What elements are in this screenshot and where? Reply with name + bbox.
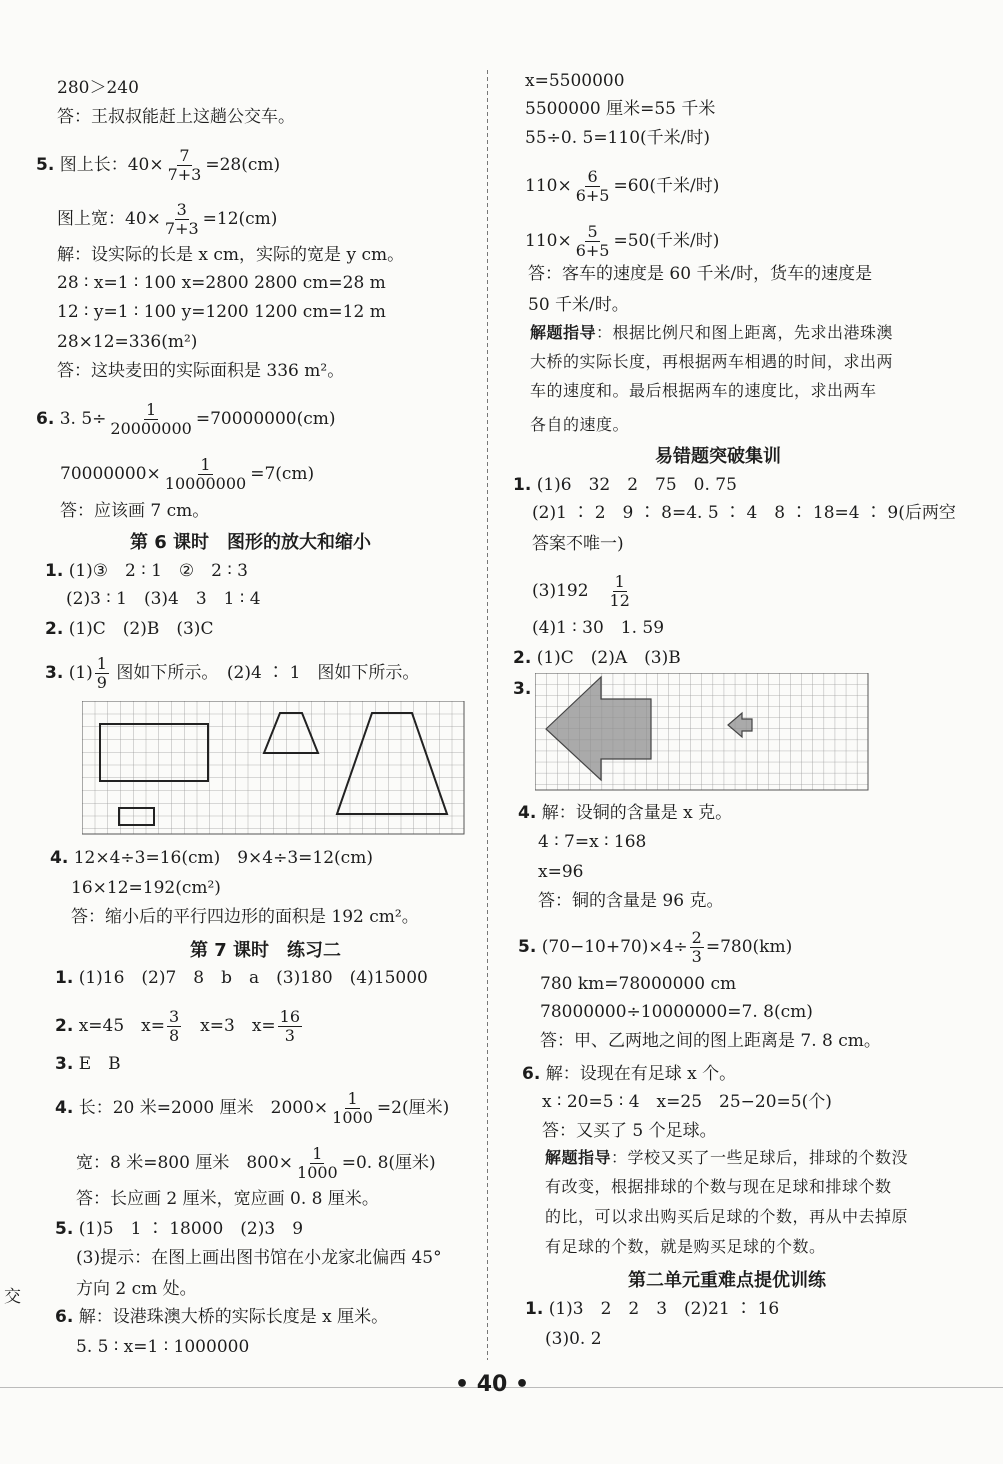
text-line: 280＞240	[57, 78, 139, 98]
text-line: (4)1 ∶ 30 1. 59	[532, 618, 665, 638]
question-6	[55, 1306, 388, 1328]
fraction	[690, 929, 704, 966]
numerator: 6	[587, 167, 598, 186]
question-number: 2.	[55, 1016, 74, 1036]
text-line: 78000000÷10000000=7. 8(cm)	[540, 1002, 813, 1022]
question-3	[513, 678, 531, 700]
hint-line: 的比，可以求出购买后足球的个数，再从中去掉原	[545, 1207, 909, 1226]
math-text: x=45 x=	[78, 1016, 165, 1036]
answer-text: E B	[78, 1054, 121, 1074]
question-6	[522, 1063, 736, 1085]
math-text: 图上宽：40×	[57, 209, 161, 229]
question-1	[55, 967, 428, 989]
denominator: 8	[169, 1026, 180, 1045]
math-line	[57, 201, 277, 238]
numerator: 2	[691, 928, 702, 947]
fraction	[167, 1008, 181, 1045]
numerator: 1	[312, 1144, 323, 1163]
text-line: (2)1 ∶ 2 9 ∶ 8=4. 5 ∶ 4 8 ∶ 18=4 ∶ 9(后两空	[532, 503, 956, 523]
math-line	[525, 168, 719, 205]
text-line: x ∶ 20=5 ∶ 4 x=25 25−20=5(个)	[542, 1092, 832, 1112]
question-number: 1.	[513, 475, 532, 495]
fraction	[574, 223, 612, 260]
question-1	[513, 474, 737, 496]
math-text: (1)	[68, 663, 93, 683]
text-line: (3)提示：在图上画出图书馆在小龙家北偏西 45°	[76, 1248, 442, 1268]
text-line: 方向 2 cm 处。	[76, 1279, 197, 1299]
denominator: 6+5	[575, 241, 610, 260]
question-4	[55, 1090, 449, 1127]
answer-text: 12×4÷3=16(cm) 9×4÷3=12(cm)	[73, 848, 373, 868]
question-number: 5.	[55, 1219, 74, 1239]
numerator: 1	[200, 455, 211, 474]
question-number: 4.	[50, 848, 69, 868]
text-line: (3)0. 2	[545, 1329, 602, 1349]
question-number: 3.	[513, 679, 532, 699]
text-line: 答：又买了 5 个足球。	[542, 1121, 717, 1141]
text-line: 5500000 厘米=55 千米	[525, 99, 716, 119]
question-3	[55, 1053, 121, 1075]
math-text: 110×	[525, 176, 572, 196]
math-text: 70000000×	[60, 464, 161, 484]
math-line	[60, 456, 314, 493]
question-number: 1.	[55, 968, 74, 988]
text-line: (2)3 ∶ 1 (3)4 3 1 ∶ 4	[66, 589, 261, 609]
solution-hint	[545, 1147, 908, 1169]
text-line: 答：铜的含量是 96 克。	[538, 891, 724, 911]
answer-text: 解：设港珠澳大桥的实际长度是 x 厘米。	[78, 1307, 389, 1327]
denominator: 20000000	[110, 419, 192, 438]
math-line	[532, 573, 634, 610]
question-number: 5.	[518, 937, 537, 957]
section-heading: 第二单元重难点提优训练	[628, 1270, 826, 1291]
fraction	[295, 1145, 340, 1182]
question-5	[518, 929, 792, 966]
hint-line: 有改变，根据排球的个数与现在足球和排球个数	[545, 1177, 892, 1196]
numerator: 3	[169, 1007, 180, 1026]
margin-character: 交	[4, 1287, 21, 1307]
numerator: 1	[614, 572, 625, 591]
math-text: =2(厘米)	[376, 1098, 450, 1118]
math-text: =50(千米/时)	[613, 231, 720, 251]
answer-text: (1)16 (2)7 8 b a (3)180 (4)15000	[78, 968, 428, 988]
numerator: 7	[179, 146, 190, 165]
question-1	[45, 560, 248, 582]
math-text: =7(cm)	[250, 464, 315, 484]
math-text: =12(cm)	[202, 209, 278, 229]
hint-text: ：根据比例尺和图上距离，先求出港珠澳	[596, 323, 894, 342]
hint-line: 各自的速度。	[530, 415, 630, 434]
fraction	[95, 655, 109, 692]
math-text: (3)192	[532, 581, 606, 601]
text-line: x=5500000	[525, 71, 625, 91]
fraction	[163, 201, 201, 238]
fraction	[166, 147, 204, 184]
question-4	[50, 847, 373, 869]
answer-text: (1)6 32 2 75 0. 75	[536, 475, 737, 495]
numerator: 5	[587, 222, 598, 241]
math-text: 110×	[525, 231, 572, 251]
fraction	[278, 1008, 302, 1045]
denominator: 3	[691, 947, 702, 966]
math-text: 3. 5÷	[59, 409, 107, 429]
hint-label: 解题指导	[530, 323, 597, 342]
fraction	[608, 573, 632, 610]
fraction	[163, 456, 248, 493]
question-number: 3.	[55, 1054, 74, 1074]
denominator: 1000	[332, 1108, 373, 1127]
numerator: 3	[176, 200, 187, 219]
column-divider	[487, 70, 488, 1360]
hint-line: 有足球的个数，就是购买足球的个数。	[545, 1237, 826, 1256]
question-1	[525, 1298, 779, 1320]
text-line: 答：缩小后的平行四边形的面积是 192 cm²。	[71, 907, 419, 927]
section-heading: 易错题突破集训	[655, 446, 781, 467]
question-number: 1.	[45, 561, 64, 581]
text-line: 答：甲、乙两地之间的图上距离是 7. 8 cm。	[540, 1031, 881, 1051]
text-line: 答：长应画 2 厘米，宽应画 0. 8 厘米。	[76, 1189, 379, 1209]
denominator: 9	[96, 673, 107, 692]
denominator: 3	[284, 1026, 295, 1045]
text-line: 4 ∶ 7=x ∶ 168	[538, 832, 647, 852]
question-number: 6.	[36, 409, 55, 429]
arrow-grid-figure	[535, 673, 870, 792]
solution-hint	[530, 322, 893, 344]
denominator: 7+3	[164, 219, 199, 238]
math-text: =780(km)	[705, 937, 793, 957]
text-line: 答：这块麦田的实际面积是 336 m²。	[57, 361, 345, 381]
hint-text: ：学校又买了一些足球后，排球的个数没	[611, 1148, 909, 1167]
question-number: 6.	[55, 1307, 74, 1327]
answer-text: (1)C (2)A (3)B	[536, 648, 681, 668]
text-line: 5. 5 ∶ x=1 ∶ 1000000	[76, 1337, 250, 1357]
hint-label: 解题指导	[545, 1148, 612, 1167]
numerator: 1	[347, 1089, 358, 1108]
question-3	[45, 655, 419, 692]
section-heading: 第 6 课时 图形的放大和缩小	[130, 532, 372, 553]
text-line: 50 千米/时。	[528, 295, 629, 315]
question-number: 2.	[45, 619, 64, 639]
answer-text: 解：设现在有足球 x 个。	[545, 1064, 737, 1084]
text-line: 16×12=192(cm²)	[71, 878, 221, 898]
text-line: x=96	[538, 862, 584, 882]
math-text: =70000000(cm)	[195, 409, 336, 429]
scaling-grid-figure	[82, 701, 465, 835]
fraction	[574, 168, 612, 205]
answer-text: (1)③ 2 ∶ 1 ② 2 ∶ 3	[68, 561, 248, 581]
numerator: 16	[279, 1007, 301, 1026]
math-text: (70−10+70)×4÷	[541, 937, 688, 957]
question-number: 3.	[45, 663, 64, 683]
text-line: 解：设实际的长是 x cm，实际的宽是 y cm。	[57, 245, 405, 265]
text-line: 答：客车的速度是 60 千米/时，货车的速度是	[528, 264, 873, 284]
question-number: 4.	[518, 803, 537, 823]
denominator: 12	[609, 591, 630, 610]
fraction	[108, 401, 193, 438]
answer-text: 图如下所示。 (2)4 ∶ 1 图如下所示。	[110, 663, 420, 683]
section-heading: 第 7 课时 练习二	[190, 940, 342, 961]
question-5	[36, 147, 280, 184]
math-text: =28(cm)	[205, 155, 281, 175]
numerator: 1	[96, 654, 107, 673]
question-number: 2.	[513, 648, 532, 668]
denominator: 10000000	[164, 474, 247, 493]
question-number: 4.	[55, 1098, 74, 1118]
question-number: 5.	[36, 155, 55, 175]
question-4	[518, 802, 732, 824]
math-text: =0. 8(厘米)	[341, 1153, 436, 1173]
denominator: 7+3	[167, 165, 202, 184]
math-text: 宽：8 米=800 厘米 800×	[76, 1153, 294, 1173]
math-text: 图上长：40×	[59, 155, 164, 175]
question-2	[513, 647, 681, 669]
question-number: 1.	[525, 1299, 544, 1319]
answer-text: 解：设铜的含量是 x 克。	[541, 803, 733, 823]
answer-text: (1)C (2)B (3)C	[68, 619, 214, 639]
math-text: =60(千米/时)	[613, 176, 720, 196]
text-line: 答案不唯一)	[532, 534, 624, 554]
answer-text: (1)3 2 2 3 (2)21 ∶ 16	[548, 1299, 780, 1319]
text-line: 答：应该画 7 cm。	[60, 501, 210, 521]
numerator: 1	[146, 400, 157, 419]
question-6	[36, 401, 336, 438]
answer-text: (1)5 1 ∶ 18000 (2)3 9	[78, 1219, 304, 1239]
text-line: 780 km=78000000 cm	[540, 974, 737, 994]
text-line: 答：王叔叔能赶上这趟公交车。	[57, 107, 295, 127]
denominator: 6+5	[575, 186, 610, 205]
page-number: • 40 •	[455, 1372, 530, 1397]
fraction	[330, 1090, 375, 1127]
text-line: 28×12=336(m²)	[57, 332, 198, 352]
math-line	[76, 1145, 436, 1182]
math-line	[525, 223, 719, 260]
denominator: 1000	[297, 1163, 338, 1182]
question-5	[55, 1218, 303, 1240]
hint-line: 大桥的实际长度，再根据两车相遇的时间，求出两	[530, 352, 894, 371]
math-text: x=3 x=	[183, 1016, 276, 1036]
text-line: 28 ∶ x=1 ∶ 100 x=2800 2800 cm=28 m	[57, 273, 386, 293]
hint-line: 车的速度和。最后根据两车的速度比，求出两车	[530, 381, 877, 400]
text-line: 55÷0. 5=110(千米/时)	[525, 128, 710, 148]
math-text: 长：20 米=2000 厘米 2000×	[78, 1098, 329, 1118]
text-line: 12 ∶ y=1 ∶ 100 y=1200 1200 cm=12 m	[57, 302, 386, 322]
question-2	[45, 618, 213, 640]
question-2	[55, 1008, 304, 1045]
question-number: 6.	[522, 1064, 541, 1084]
